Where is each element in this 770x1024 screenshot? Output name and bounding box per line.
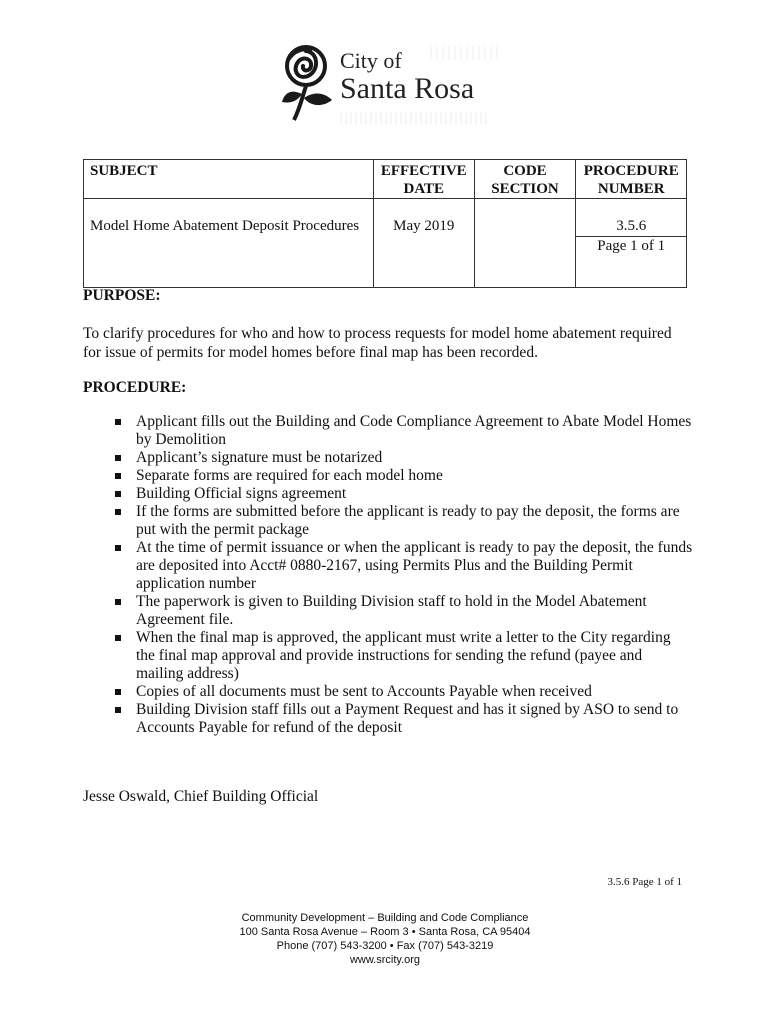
logo-line1: City of bbox=[340, 48, 402, 73]
bullet-icon bbox=[115, 599, 121, 605]
list-item bbox=[83, 467, 693, 485]
rose-icon bbox=[280, 42, 336, 128]
bullet-icon bbox=[115, 707, 121, 713]
bullet-icon bbox=[115, 635, 121, 641]
list-item-text: Building Division staff fills out a Payment Request and has it signed by ASO to send to Accounts Payable for refund of the deposit bbox=[136, 701, 679, 736]
list-item-text: The paperwork is given to Building Division staff to hold in the Model Abatement Agreement file. bbox=[136, 593, 647, 628]
list-item bbox=[83, 683, 693, 701]
list-item bbox=[83, 593, 693, 629]
logo-texture bbox=[430, 46, 500, 60]
bullet-icon bbox=[115, 455, 121, 461]
list-item bbox=[83, 629, 693, 683]
footer-department: Community Development – Building and Code Compliance bbox=[241, 912, 529, 924]
address-footer bbox=[185, 911, 585, 967]
logo-line2: Santa Rosa bbox=[340, 72, 475, 105]
purpose-heading: PURPOSE: bbox=[83, 287, 161, 304]
list-item-text: Applicant’s signature must be notarized bbox=[136, 449, 383, 466]
subject-value: Model Home Abatement Deposit Procedures bbox=[84, 199, 374, 288]
list-item-text: At the time of permit issuance or when the applicant is ready to pay the deposit, the funds are deposited into Acct# 0880-2167, using Permits Plus and the Building Permit application number bbox=[136, 539, 693, 592]
procedure-number-header bbox=[576, 160, 687, 199]
bullet-icon bbox=[115, 545, 121, 551]
purpose-text: To clarify procedures for who and how to process requests for model home abatement required for issue of permits for model homes before final map has been recorded. bbox=[83, 325, 672, 361]
list-item bbox=[83, 449, 693, 467]
list-item bbox=[83, 701, 693, 737]
list-item-text: Building Official signs agreement bbox=[136, 485, 347, 502]
footer-address: 100 Santa Rosa Avenue – Room 3 • Santa Rosa, CA 95404 bbox=[239, 926, 531, 938]
effective-date-header-line1: EFFECTIVE bbox=[380, 163, 467, 179]
list-item bbox=[83, 485, 693, 503]
effective-date-header bbox=[374, 160, 475, 199]
procedure-list bbox=[83, 413, 693, 737]
procedure-number-header-line2: NUMBER bbox=[597, 181, 665, 197]
logo-texture bbox=[340, 112, 490, 124]
city-logo bbox=[280, 42, 500, 132]
list-item-text: Copies of all documents must be sent to Accounts Payable when received bbox=[136, 683, 592, 700]
bullet-icon bbox=[115, 509, 121, 515]
procedure-number-value: 3.5.6 bbox=[616, 218, 647, 234]
list-item bbox=[83, 539, 693, 593]
procedure-heading: PROCEDURE: bbox=[83, 379, 187, 396]
subject-header: SUBJECT bbox=[84, 160, 374, 199]
footer-website: www.srcity.org bbox=[349, 954, 421, 966]
bullet-icon bbox=[115, 491, 121, 497]
procedure-number-header-line1: PROCEDURE bbox=[583, 163, 679, 179]
code-section-header bbox=[474, 160, 576, 199]
list-item-text: If the forms are submitted before the applicant is ready to pay the deposit, the forms are put with the permit package bbox=[136, 503, 680, 538]
list-item bbox=[83, 503, 693, 539]
bullet-icon bbox=[115, 689, 121, 695]
list-item-text: Separate forms are required for each model home bbox=[136, 467, 443, 484]
code-section-value bbox=[474, 199, 576, 288]
effective-date-value: May 2019 bbox=[374, 199, 475, 288]
list-item bbox=[83, 413, 693, 449]
code-section-header-line1: CODE bbox=[503, 163, 547, 179]
effective-date-header-line2: DATE bbox=[403, 181, 445, 197]
page-footer-number: 3.5.6 Page 1 of 1 bbox=[607, 876, 682, 888]
signature-line: Jesse Oswald, Chief Building Official bbox=[83, 788, 319, 805]
bullet-icon bbox=[115, 473, 121, 479]
procedure-number-cell bbox=[576, 199, 687, 288]
page-count: Page 1 of 1 bbox=[576, 236, 686, 255]
bullet-icon bbox=[115, 419, 121, 425]
code-section-header-line2: SECTION bbox=[491, 181, 559, 197]
procedure-header-table bbox=[83, 159, 687, 288]
footer-phone: Phone (707) 543-3200 • Fax (707) 543-3219 bbox=[276, 940, 494, 952]
list-item-text: When the final map is approved, the applicant must write a letter to the City regarding the final map approval and provide instructions for sending the refund (payee and mailing address) bbox=[136, 629, 671, 682]
list-item-text: Applicant fills out the Building and Code Compliance Agreement to Abate Model Homes by Demolition bbox=[136, 413, 692, 448]
